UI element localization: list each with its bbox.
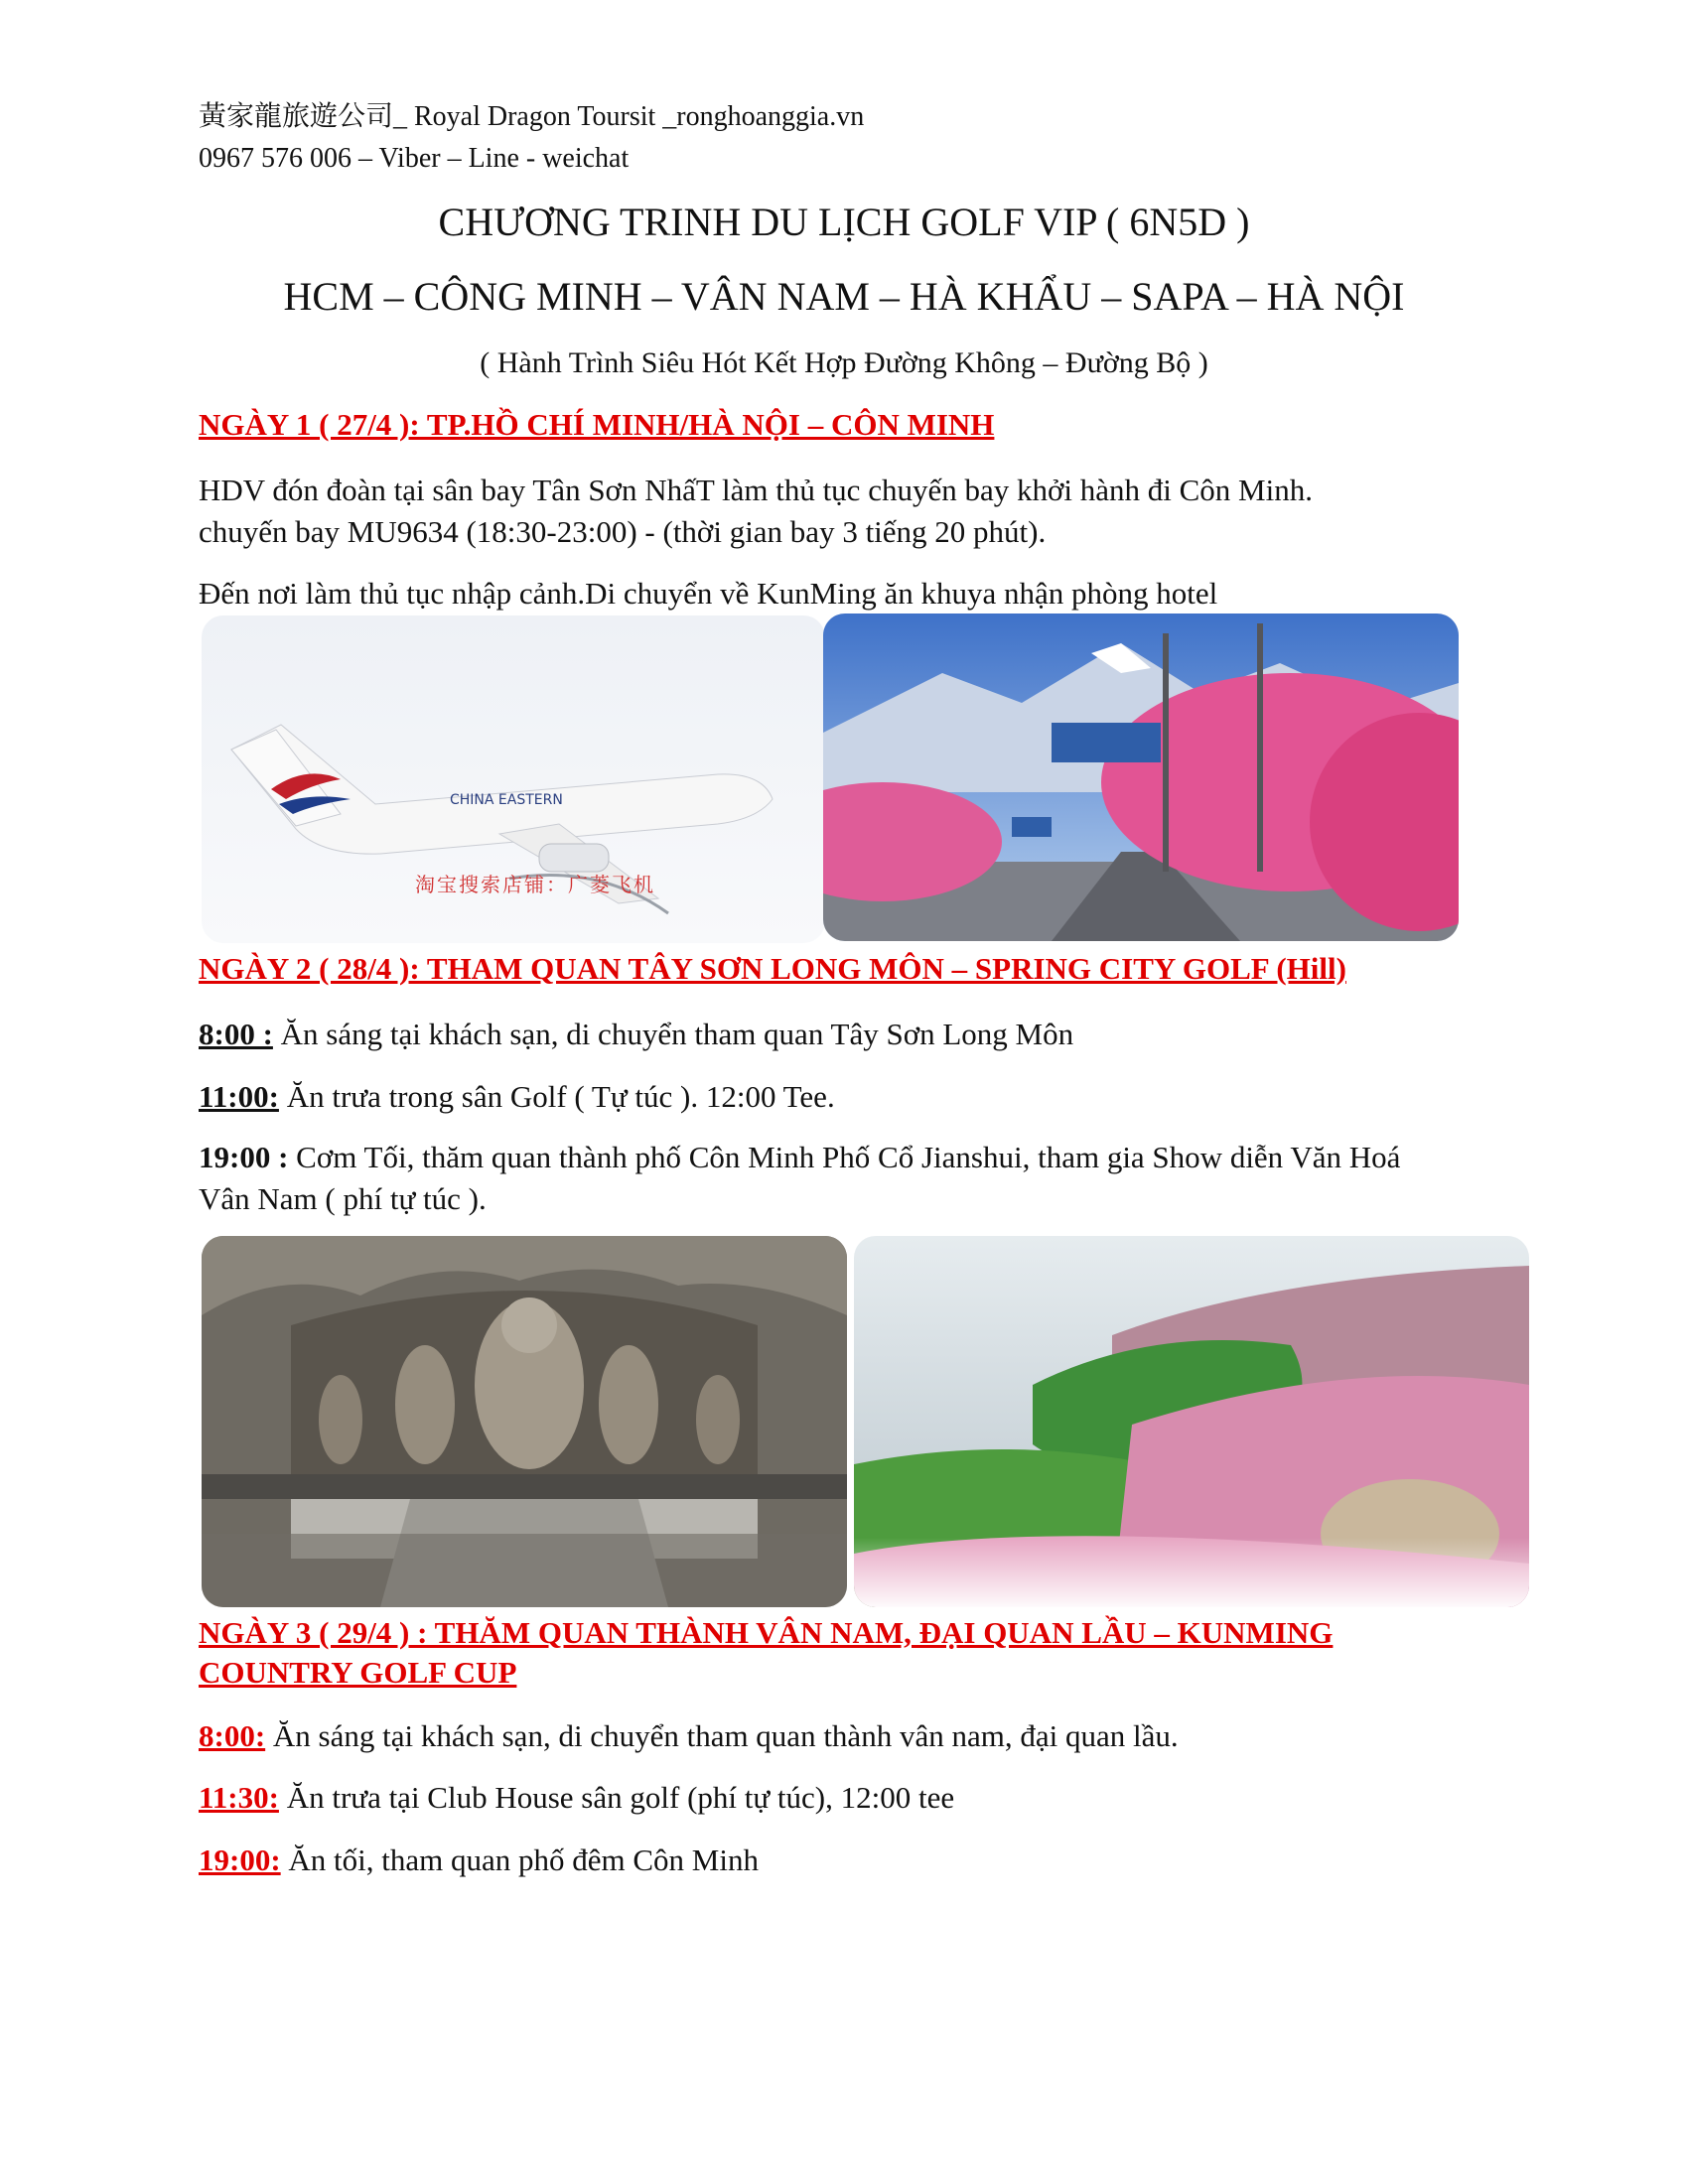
- airplane-model-photo: [202, 615, 825, 943]
- day3-time-2: 11:30:: [199, 1780, 279, 1815]
- day1-heading: NGÀY 1 ( 27/4 ): TP.HỒ CHÍ MINH/HÀ NỘI – CÔN MINH: [199, 407, 995, 442]
- day1-line2: chuyến bay MU9634 (18:30-23:00) - (thời gian bay 3 tiếng 20 phút).: [199, 514, 1047, 549]
- route-title: HCM – CÔNG MINH – VÂN NAM – HÀ KHẨU – SAPA – HÀ NỘI: [283, 274, 1405, 319]
- day3-text-1: Ăn sáng tại khách sạn, di chuyển tham quan thành vân nam, đại quan lầu.: [265, 1718, 1179, 1753]
- golf-course-lake-photo: [854, 1236, 1529, 1607]
- svg-text:CHINA EASTERN: CHINA EASTERN: [450, 792, 563, 808]
- day2-text-1: Ăn sáng tại khách sạn, di chuyển tham quan Tây Sơn Long Môn: [272, 1017, 1074, 1051]
- blossom-street-photo: [823, 614, 1459, 941]
- day3-heading: NGÀY 3 ( 29/4 ) : THĂM QUAN THÀNH VÂN NAM, ĐẠI QUAN LẦU – KUNMING COUNTRY GOLF CUP: [199, 1615, 1334, 1690]
- day3-time-3: 19:00:: [199, 1843, 281, 1877]
- contact-line: 0967 576 006 – Viber – Line - weichat: [199, 143, 630, 174]
- day3-item-2: [199, 1776, 1450, 1820]
- shop-watermark-text: 淘宝搜索店铺：广菱飞机: [415, 873, 655, 896]
- day3-time-1: 8:00:: [199, 1718, 266, 1753]
- day2-item-1: [199, 1013, 1450, 1056]
- day3-item-1: [199, 1714, 1450, 1758]
- day2-time-3: 19:00 :: [199, 1140, 289, 1174]
- day1-line3: Đến nơi làm thủ tục nhập cảnh.Di chuyển về KunMing ăn khuya nhận phòng hotel: [199, 576, 1218, 611]
- day2-time-2: 11:00:: [199, 1079, 279, 1114]
- day2-item-2: [199, 1075, 1450, 1119]
- day2-heading: NGÀY 2 ( 28/4 ): THAM QUAN TÂY SƠN LONG MÔN – SPRING CITY GOLF (Hill): [199, 951, 1346, 986]
- route-subtitle: ( Hành Trình Siêu Hót Kết Hợp Đường Không – Đường Bộ ): [480, 346, 1208, 379]
- page-title: CHƯƠNG TRINH DU LỊCH GOLF VIP ( 6N5D ): [438, 200, 1250, 244]
- day2-time-1: 8:00 :: [199, 1017, 273, 1051]
- day2-item-3: [199, 1137, 1450, 1220]
- day3-text-2: Ăn trưa tại Club House sân golf (phí tự túc), 12:00 tee: [278, 1780, 955, 1815]
- day3-item-3: [199, 1839, 1450, 1882]
- day2-text-3: Cơm Tối, thăm quan thành phố Côn Minh Phố Cổ Jianshui, tham gia Show diễn Văn Hoá Vân Nam ( phí tự túc ).: [199, 1140, 1401, 1216]
- day1-line1: HDV đón đoàn tại sân bay Tân Sơn NhấT làm thủ tục chuyến bay khởi hành đi Côn Minh.: [199, 473, 1313, 507]
- day2-text-2: Ăn trưa trong sân Golf ( Tự túc ). 12:00 Tee.: [278, 1079, 835, 1114]
- day3-text-3: Ăn tối, tham quan phố đêm Côn Minh: [280, 1843, 759, 1877]
- longmen-grottoes-photo: [202, 1236, 847, 1607]
- company-line: 黃家龍旅遊公司_ Royal Dragon Toursit _ronghoanggia.vn: [199, 101, 865, 132]
- photo-fade: [854, 1538, 1529, 1607]
